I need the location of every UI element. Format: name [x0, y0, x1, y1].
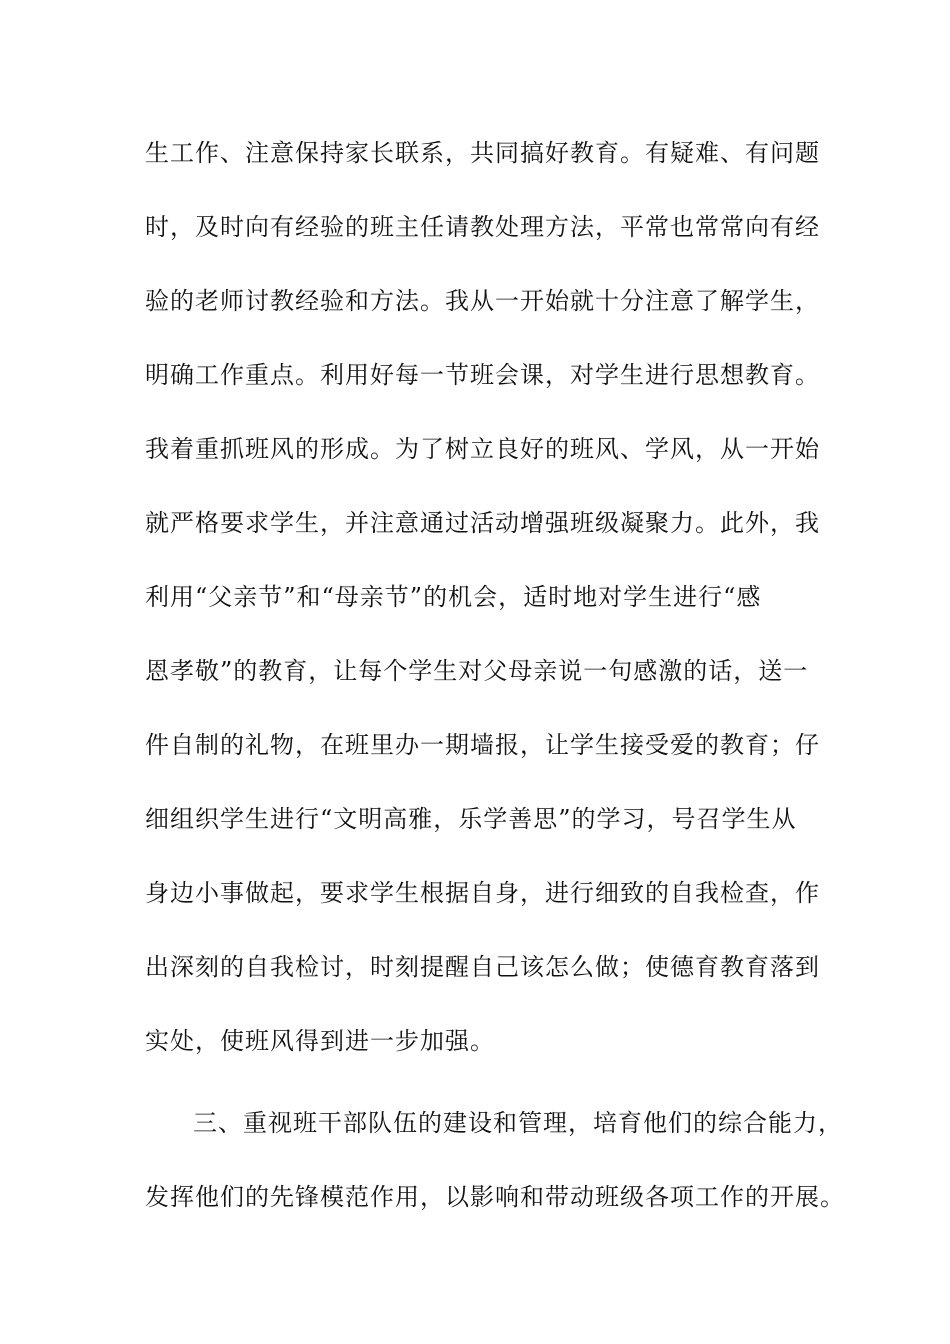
paragraph-line: 利用“父亲节”和“母亲节”的机会，适时地对学生进行“感: [145, 583, 762, 611]
paragraph-line: 就严格要求学生，并注意通过活动增强班级凝聚力。此外，我: [145, 509, 820, 537]
paragraph-line: 实处，使班风得到进一步加强。: [145, 1027, 495, 1055]
paragraph-line: 我着重抓班风的形成。为了树立良好的班风、学风，从一开始: [145, 435, 820, 463]
paragraph-line: 细组织学生进行“文明高雅，乐学善思”的学习，号召学生从: [145, 805, 797, 833]
section-heading-line: 三、重视班干部队伍的建设和管理，培育他们的综合能力，: [193, 1109, 843, 1137]
paragraph-line: 生工作、注意保持家长联系，共同搞好教育。有疑难、有问题: [145, 139, 820, 167]
paragraph-line: 明确工作重点。利用好每一节班会课，对学生进行思想教育。: [145, 361, 820, 389]
paragraph-line: 发挥他们的先锋模范作用，以影响和带动班级各项工作的开展。: [145, 1183, 845, 1211]
paragraph-line: 验的老师讨教经验和方法。我从一开始就十分注意了解学生，: [145, 287, 820, 315]
paragraph-line: 件自制的礼物，在班里办一期墙报，让学生接受爱的教育；仔: [145, 731, 820, 759]
paragraph-line: 出深刻的自我检讨，时刻提醒自己该怎么做；使德育教育落到: [145, 953, 820, 981]
paragraph-line: 时，及时向有经验的班主任请教处理方法，平常也常常向有经: [145, 213, 820, 241]
paragraph-line: 恩孝敬”的教育，让每个学生对父母亲说一句感激的话，送一: [145, 657, 809, 685]
paragraph-line: 身边小事做起，要求学生根据自身，进行细致的自我检查，作: [145, 879, 820, 907]
